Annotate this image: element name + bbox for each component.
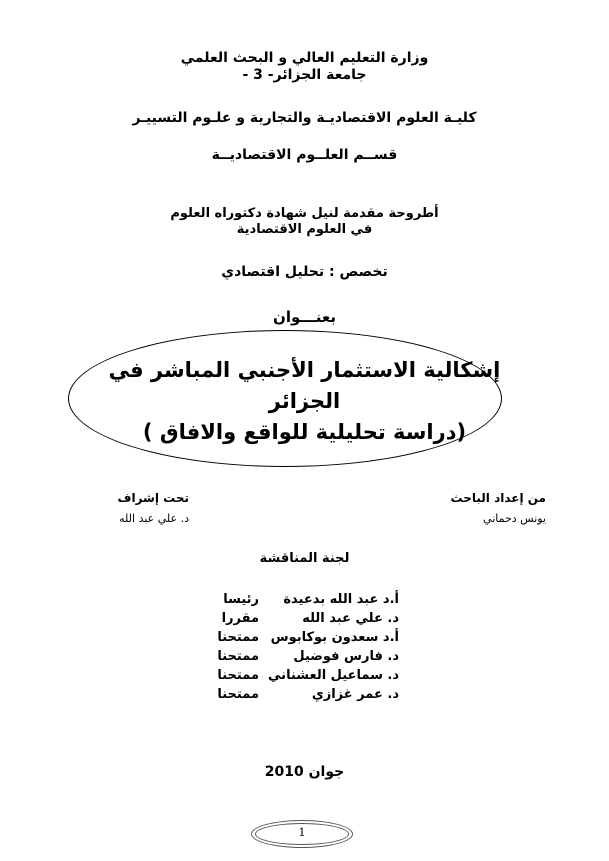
committee-member-role: رئيسا <box>223 592 259 607</box>
thesis-field: في العلوم الاقتصادية <box>236 222 373 237</box>
defense-date: جوان 2010 <box>264 764 345 780</box>
committee-member-role: ممتحنا <box>217 687 259 702</box>
committee-label: لجنة المناقشة <box>259 551 350 566</box>
university-name: جامعة الجزائر- 3 - <box>242 67 367 83</box>
committee-member-name: د. سماعيل العشناني <box>268 668 399 683</box>
committee-member-role: ممتحنا <box>217 630 259 645</box>
thesis-title-line2: الجزائر <box>268 389 341 413</box>
committee-member-name: د. علي عبد الله <box>302 611 399 626</box>
thesis-title-line1: إشكالية الاستثمار الأجنبي المباشر في <box>108 358 501 382</box>
thesis-title-line3: (دراسة تحليلية للواقع والافاق ) <box>142 420 467 444</box>
committee-member-role: ممتحنا <box>217 668 259 683</box>
specialty: تخصص : تحليل اقتصادي <box>221 264 388 280</box>
supervisor-label: تحت إشراف <box>117 491 189 505</box>
prepared-by-label: من إعداد الباحث <box>450 491 546 505</box>
prepared-by-name: يونس دحماني <box>483 512 546 525</box>
committee-member-role: مقررا <box>221 611 259 626</box>
thesis-purpose: أطروحة مقدمة لنيل شهادة دكتوراه العلوم <box>170 206 439 221</box>
supervisor-name: د. علي عبد الله <box>119 512 189 525</box>
committee-member-role: ممتحنا <box>217 649 259 664</box>
title-label: بعنـــوان <box>273 308 336 326</box>
department-name: قســم العلــوم الاقتصاديــة <box>211 147 398 163</box>
committee-member-name: أ.د عبد الله بدعيدة <box>283 592 399 607</box>
committee-member-name: د. فارس فوضيل <box>293 649 399 664</box>
page-number: 1 <box>298 826 306 839</box>
ministry-name: وزارة التعليم العالي و البحث العلمي <box>180 50 429 66</box>
faculty-name: كليـة العلوم الاقتصاديـة والتجارية و علـوم التسييـر <box>132 110 477 126</box>
committee-member-name: د. عمر غزازي <box>311 687 399 702</box>
committee-member-name: أ.د سعدون بوكابوس <box>270 630 399 645</box>
